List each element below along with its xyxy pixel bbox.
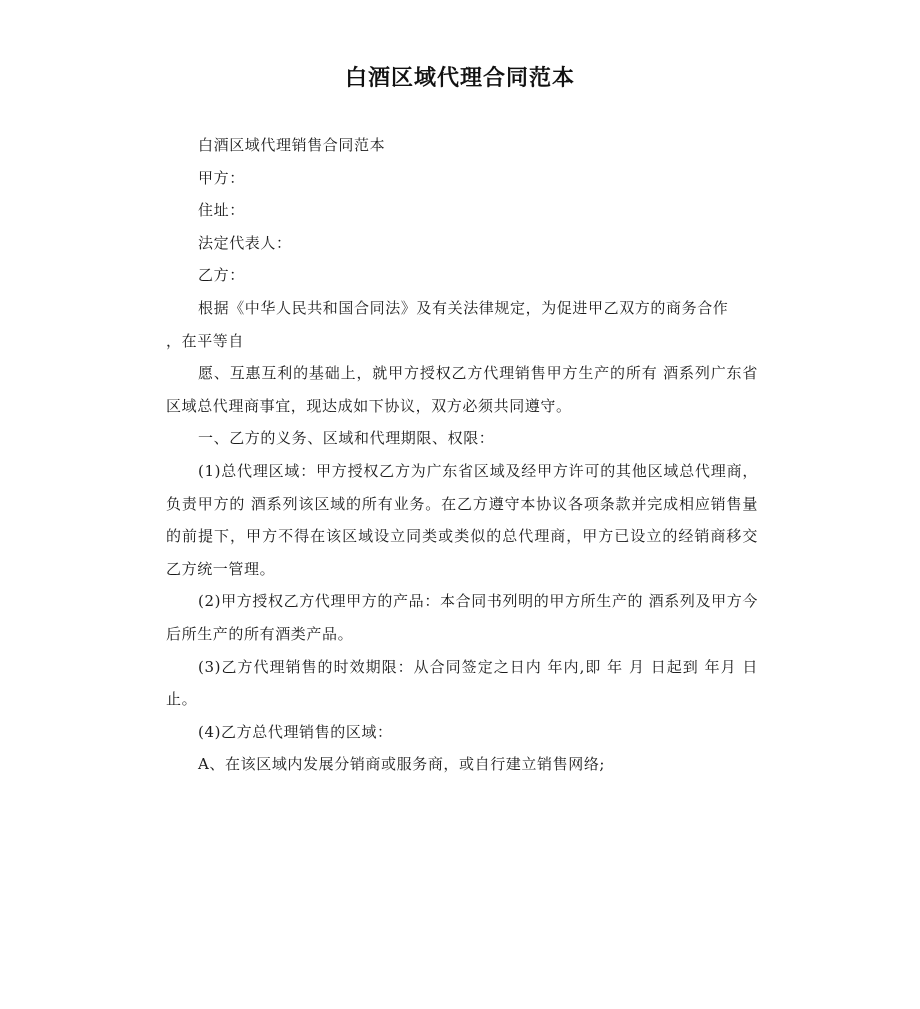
document-title: 白酒区域代理合同范本 (344, 66, 575, 91)
document-body (166, 129, 758, 781)
clause-4a-distribution: A、在该区域内发展分销商或服务商，或自行建立销售网络; (198, 755, 606, 774)
section-heading-obligations: 一、乙方的义务、区域和代理期限、权限： (198, 429, 495, 448)
paragraph-legal-basis-continued: ，在平等自 (166, 331, 245, 350)
paragraph-party-a: 甲方： (198, 168, 245, 187)
paragraph-agreement-purpose: 愿、互惠互利的基础上，就甲方授权乙方代理销售甲方生产的所有 酒系列广东省区域总代理商事宜，现达成如下协议，双方必须共同遵守。 (166, 364, 758, 415)
paragraph-legal-basis: 根据《中华人民共和国合同法》及有关法律规定，为促进甲乙双方的商务合作 (198, 298, 729, 317)
paragraph-contract-name: 白酒区域代理销售合同范本 (198, 136, 386, 154)
paragraph-address: 住址： (198, 201, 245, 220)
clause-4-sales-region: (4)乙方总代理销售的区域： (198, 722, 393, 741)
paragraph-legal-representative: 法定代表人： (198, 233, 292, 252)
clause-1-agency-region: (1)总代理区域：甲方授权乙方为广东省区域及经甲方许可的其他区域总代理商，负责甲方的 酒系列该区域的所有业务。在乙方遵守本协议各项条款并完成相应销售量的前提下，甲方不得在该区域设立同类或类似的总代理商，甲方已设立的经销商移交乙方统一管理。 (166, 461, 758, 578)
clause-3-term: (3)乙方代理销售的时效期限：从合同签定之日内 年内,即 年 月 日起到 年月 日止。 (166, 657, 758, 709)
clause-2-authorized-products: (2)甲方授权乙方代理甲方的产品：本合同书列明的甲方所生产的 酒系列及甲方今后所生产的所有酒类产品。 (166, 592, 758, 643)
paragraph-party-b: 乙方： (198, 266, 245, 285)
